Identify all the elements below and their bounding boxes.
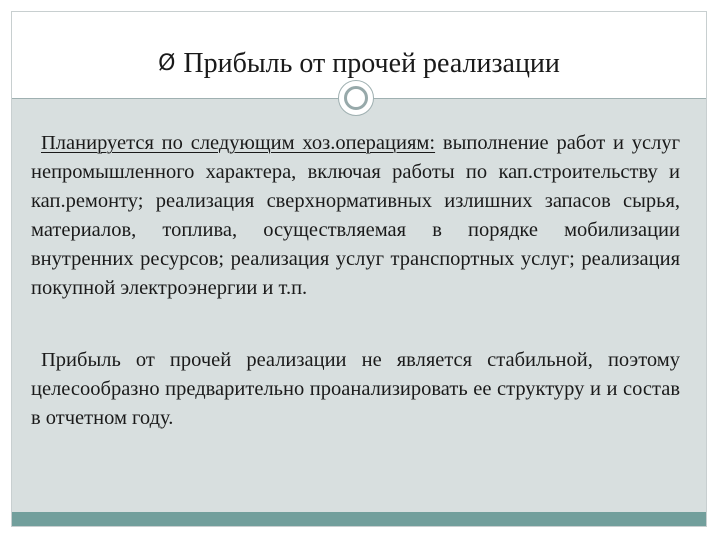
paragraph-2: Прибыль от прочей реализации не является стабильной, поэтому целесообразно предварительно проанализировать ее структуру и и состав в отчетном году. (31, 349, 680, 429)
paragraph-1-underlined: Планируется по следующим хоз.операциям: (41, 132, 436, 154)
arrow-bullet-icon: Ø (158, 51, 176, 76)
circle-ornament-icon (338, 80, 374, 116)
slide-title (12, 47, 706, 83)
paragraph-1 (31, 129, 680, 303)
slide-title-text: Прибыль от прочей реализации (183, 48, 560, 79)
paragraph-1-text: выполнение работ и услуг непромышленного характера, включая работы по кап.строительству и кап.ремонту; реализация сверхнормативных излишних запасов сырья, материалов, топлива, осуществляемая в порядке мобилизации внутренних ресурсов; реализация услуг транспортных услуг; реализация покупной электроэнергии и т.п. (31, 132, 681, 299)
bottom-accent-bar (12, 512, 706, 526)
